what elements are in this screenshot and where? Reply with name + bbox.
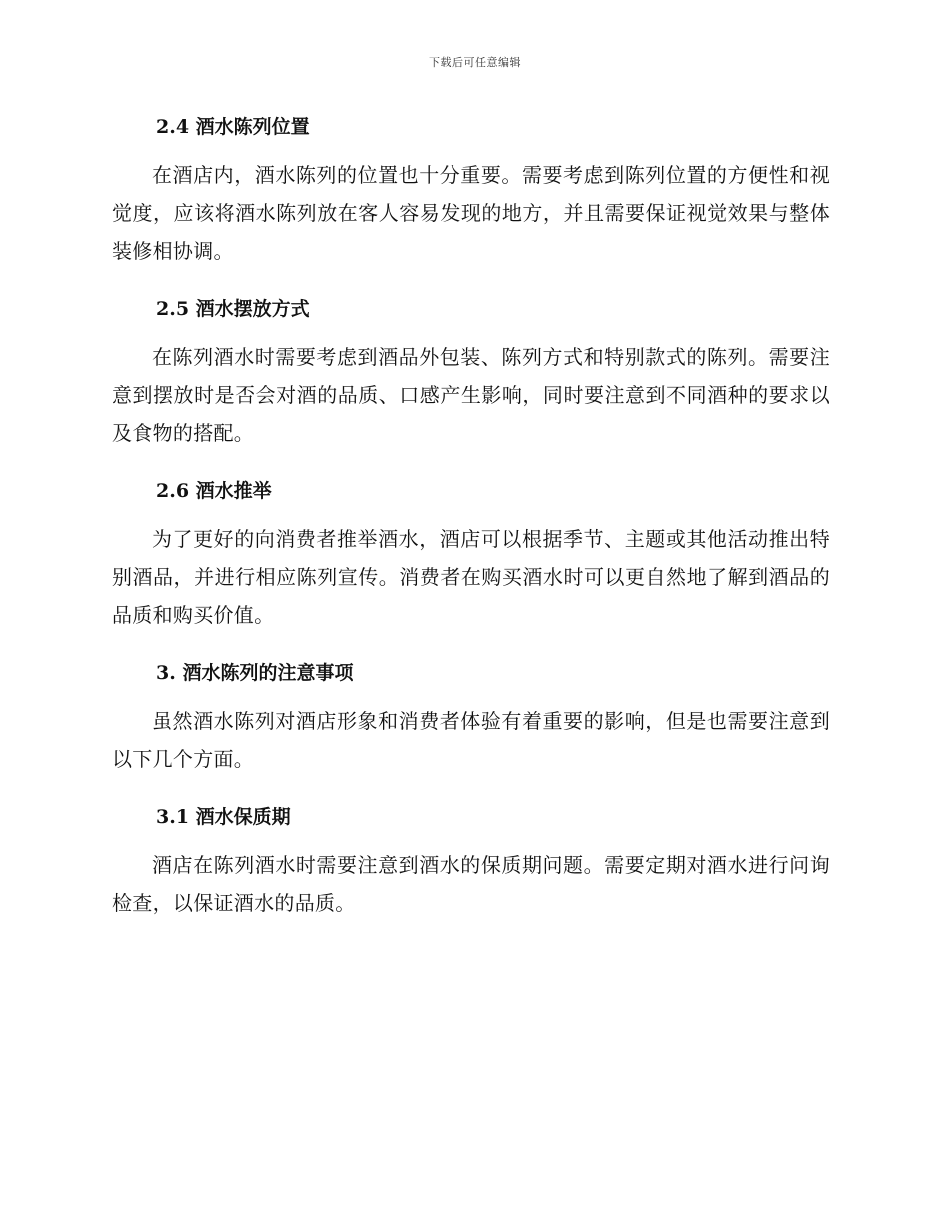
section-paragraph-3: 虽然酒水陈列对酒店形象和消费者体验有着重要的影响，但是也需要注意到以下几个方面。: [112, 709, 830, 771]
section-heading-3-1: 3.1 酒水保质期: [156, 806, 291, 828]
section-heading-2-6: 2.6 酒水推举: [156, 480, 272, 502]
header-note: 下载后可任意编辑: [429, 56, 521, 69]
section-heading-2-4: 2.4 酒水陈列位置: [156, 116, 310, 138]
section-paragraph-3-1: 酒店在陈列酒水时需要注意到酒水的保质期问题。需要定期对酒水进行问询检查，以保证酒水的品质。: [112, 853, 830, 915]
section-paragraph-2-6: 为了更好的向消费者推举酒水，酒店可以根据季节、主题或其他活动推出特别酒品，并进行相应陈列宣传。消费者在购买酒水时可以更自然地了解到酒品的品质和购买价值。: [112, 527, 830, 627]
section-heading-2-5: 2.5 酒水摆放方式: [156, 298, 310, 320]
section-paragraph-2-5: 在陈列酒水时需要考虑到酒品外包装、陈列方式和特别款式的陈列。需要注意到摆放时是否会对酒的品质、口感产生影响，同时要注意到不同酒种的要求以及食物的搭配。: [112, 345, 830, 445]
section-heading-3: 3. 酒水陈列的注意事项: [156, 662, 354, 684]
document-body: [112, 112, 830, 946]
section-paragraph-2-4: 在酒店内，酒水陈列的位置也十分重要。需要考虑到陈列位置的方便性和视觉度，应该将酒水陈列放在客人容易发现的地方，并且需要保证视觉效果与整体装修相协调。: [112, 163, 830, 263]
